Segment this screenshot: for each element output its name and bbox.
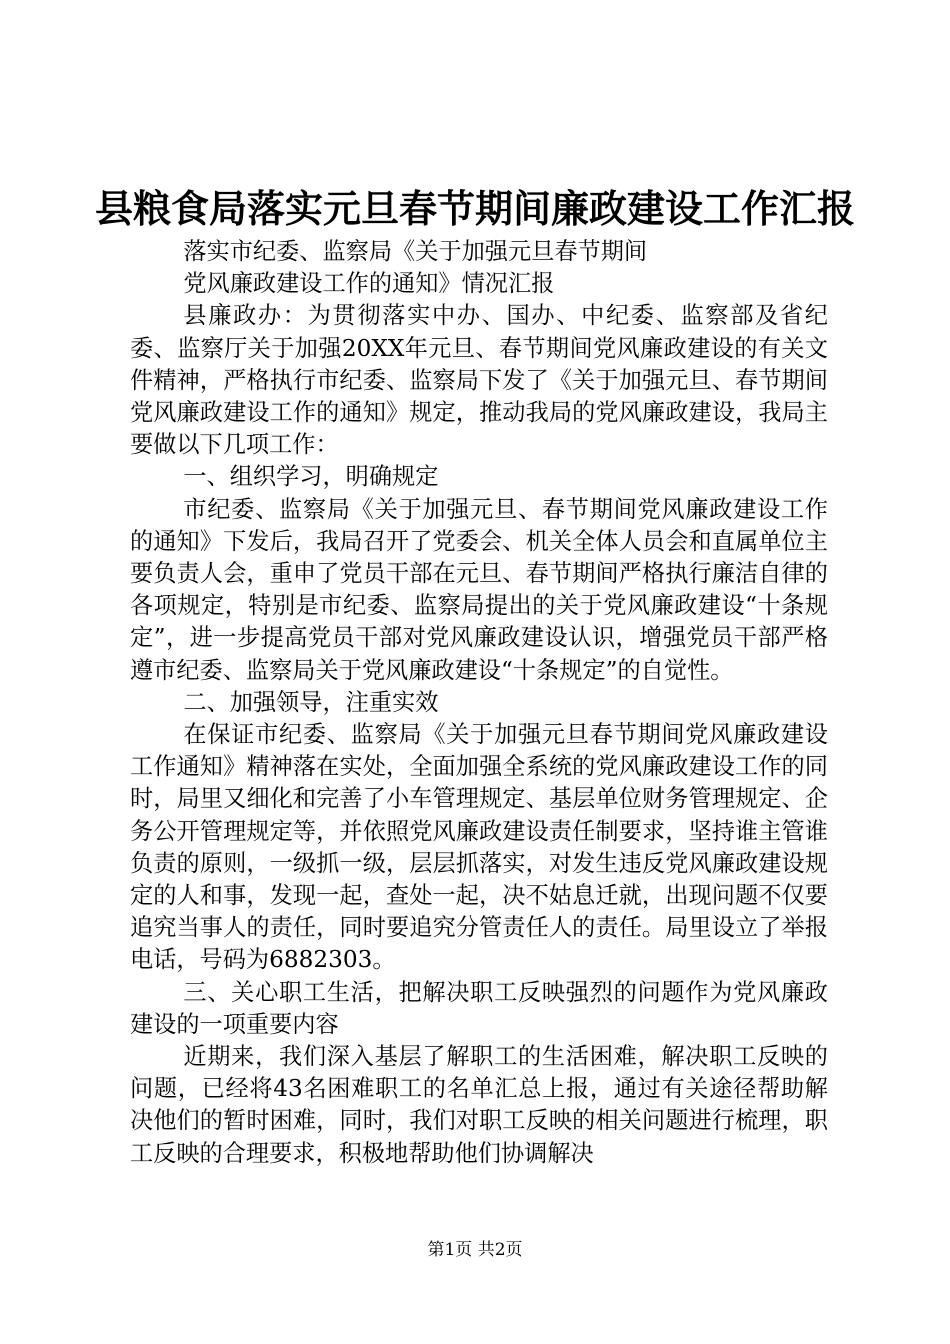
section-heading-3: 三、关心职工生活，把解决职工反映强烈的问题作为党风廉政建设的一项重要内容 <box>130 978 828 1038</box>
paragraph-section-1: 市纪委、监察局《关于加强元旦、春节期间党风廉政建设工作的通知》下发后，我局召开了党委会、机关全体人员会和直属单位主要负责人会，重申了党员干部在元旦、春节期间严格执行廉洁自律的各项规定，特别是市纪委、监察局提出的关于党风廉政建设“十条规定”，进一步提高党员干部对党风廉政建设认识，增强党员干部严格遵市纪委、监察局关于党风廉政建设“十条规定”的自觉性。 <box>130 495 828 684</box>
document-title: 县粮食局落实元旦春节期间廉政建设工作汇报 <box>94 186 855 231</box>
page-number-footer: 第1页 共2页 <box>427 1240 523 1260</box>
paragraph-section-3: 近期来，我们深入基层了解职工的生活困难，解决职工反映的问题，已经将43名困难职工的名单汇总上报，通过有关途径帮助解决他们的暂时困难，同时，我们对职工反映的相关问题进行梳理，职工反映的合理要求，积极地帮助他们协调解决 <box>130 1043 828 1167</box>
section-heading-2: 二、加强领导，注重实效 <box>183 688 439 716</box>
paragraph-section-2: 在保证市纪委、监察局《关于加强元旦春节期间党风廉政建设工作通知》精神落在实处，全面加强全系统的党风廉政建设工作的同时，局里又细化和完善了小车管理规定、基层单位财务管理规定、企务公开管理规定等，并依照党风廉政建设责任制要求，坚持谁主管谁负责的原则，一级抓一级，层层抓落实，对发生违反党风廉政建设规定的人和事，发现一起，查处一起，决不姑息迁就，出现问题不仅要追究当事人的责任，同时要追究分管责任人的责任。局里设立了举报电话，号码为6882303。 <box>130 721 828 974</box>
subtitle-line-1: 落实市纪委、监察局《关于加强元旦春节期间 <box>183 238 648 265</box>
document-body <box>130 236 828 1170</box>
paragraph-salutation: 县廉政办：为贯彻落实中办、国办、中纪委、监察部及省纪委、监察厅关于加强20XX年元旦、春节期间党风廉政建设的有关文件精神，严格执行市纪委、监察局下发了《关于加强元旦、春节期间党风廉政建设工作的通知》规定，推动我局的党风廉政建设，我局主要做以下几项工作： <box>130 302 828 459</box>
subtitle-line-2: 党风廉政建设工作的通知》情况汇报 <box>183 270 555 298</box>
section-heading-1: 一、组织学习，明确规定 <box>183 463 439 491</box>
